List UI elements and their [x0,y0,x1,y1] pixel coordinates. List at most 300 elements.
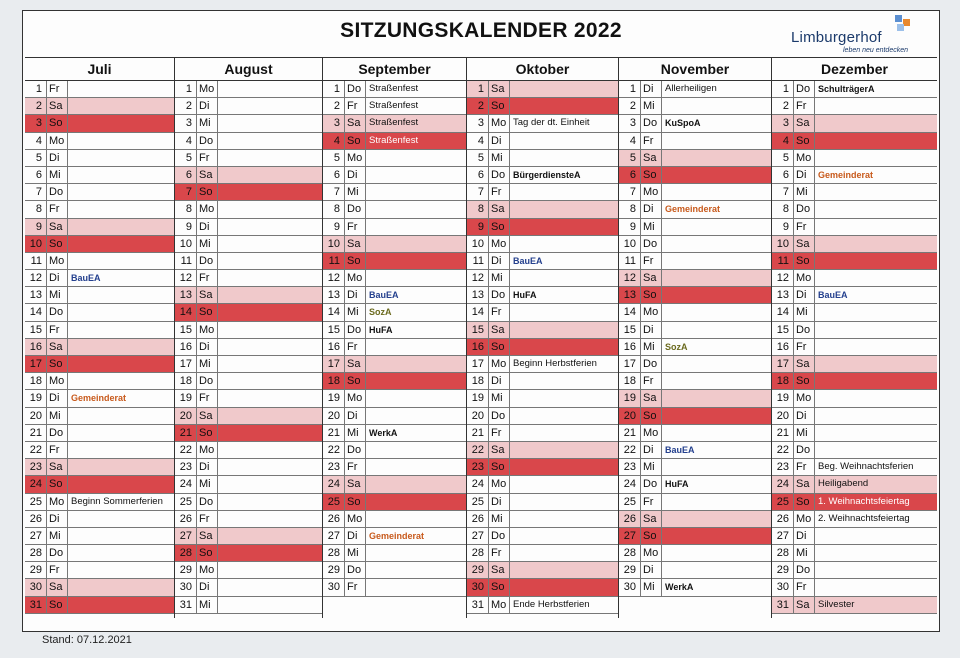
weekday: Do [640,476,660,492]
day-number: 13 [327,289,340,302]
day-note [67,442,174,458]
weekday: So [46,236,66,252]
day-row [619,304,771,321]
day-number: 20 [327,409,340,422]
day-note: KuSpoA [661,115,771,131]
day-note [661,356,771,372]
day-number: 10 [29,237,42,250]
day-number: 16 [179,340,192,353]
day-note [509,579,618,595]
weekday: So [640,408,660,424]
day-row [467,287,618,304]
weekday: Di [488,253,508,269]
weekday: Do [344,442,364,458]
day-note [661,373,771,389]
weekday: Fr [640,253,660,269]
day-note [661,528,771,544]
day-note [67,115,174,131]
day-row [323,511,466,528]
day-number: 6 [185,168,192,181]
day-number: 4 [35,134,42,147]
day-note: WerkA [661,579,771,595]
weekday: Di [196,219,216,235]
day-number: 2 [477,100,484,113]
day-row [772,304,937,321]
day-row [467,167,618,184]
day-row [175,476,322,493]
day-number: 20 [29,409,42,422]
day-note [217,494,322,510]
day-row [323,494,466,511]
weekday: Mo [640,304,660,320]
day-number: 24 [29,478,42,491]
day-row [772,476,937,493]
weekday: Sa [488,81,508,97]
day-row [25,133,174,150]
day-row [619,442,771,459]
weekday: Sa [793,115,813,131]
day-row [772,115,937,132]
day-number: 28 [327,547,340,560]
day-number: 23 [327,461,340,474]
day-note: Straßenfest [365,81,466,97]
day-number: 1 [782,83,789,95]
day-row [772,184,937,201]
day-number: 17 [471,358,484,370]
day-note [67,98,174,114]
day-number: 19 [29,392,42,405]
day-note: Silvester [814,597,937,613]
day-row [323,253,466,270]
day-row [772,339,937,356]
weekday: Fr [344,579,364,595]
day-row [175,339,322,356]
day-row [175,270,322,287]
day-row [25,81,174,98]
day-row [619,408,771,425]
day-note [509,133,618,149]
day-number: 27 [327,529,340,542]
day-row [175,408,322,425]
weekday: Sa [344,356,364,372]
day-number: 25 [776,495,789,508]
day-note [217,459,322,475]
weekday: Mo [46,494,66,510]
logo-square-lightblue-icon [897,24,904,31]
day-row [772,356,937,373]
day-note [217,201,322,217]
day-row [619,322,771,339]
day-number: 3 [35,117,42,130]
day-note [67,579,174,595]
weekday: So [196,545,216,561]
month-header: August [175,58,322,81]
day-note [217,562,322,578]
day-row [467,201,618,218]
weekday: Do [46,304,66,320]
weekday: Mo [488,115,508,131]
day-row [25,270,174,287]
day-number: 14 [623,306,636,319]
day-number: 30 [471,581,484,594]
day-note [814,253,937,269]
day-row [25,425,174,442]
day-row [772,373,937,390]
day-note: HuFA [661,476,771,492]
day-number: 6 [35,168,42,181]
weekday: So [488,98,508,114]
day-row [772,408,937,425]
day-row [323,408,466,425]
day-row [25,304,174,321]
day-row [175,373,322,390]
day-note [661,304,771,320]
day-note [365,579,466,595]
day-number: 22 [29,443,42,456]
weekday: So [46,115,66,131]
day-number: 11 [472,254,484,267]
day-row [323,287,466,304]
weekday: Do [793,81,813,97]
day-number: 23 [623,461,636,474]
weekday: So [46,356,66,372]
day-row [25,115,174,132]
weekday: Mi [196,597,216,613]
day-note [67,425,174,441]
day-row [323,115,466,132]
day-row [25,167,174,184]
day-row [25,390,174,407]
weekday: Fr [344,339,364,355]
day-note [217,390,322,406]
day-row [175,304,322,321]
logo-name: Limburgerhof [791,29,882,46]
day-note [814,579,937,595]
day-row [175,528,322,545]
day-number: 8 [35,203,42,216]
day-note [509,408,618,424]
day-note [509,304,618,320]
weekday: Fr [488,425,508,441]
day-row [467,425,618,442]
weekday: Mi [344,304,364,320]
day-number: 3 [477,117,484,130]
day-number: 3 [333,117,340,130]
weekday: Mo [488,476,508,492]
day-note [365,442,466,458]
weekday: Mi [488,511,508,527]
day-note [217,408,322,424]
weekday: Mi [344,545,364,561]
weekday: Di [640,442,660,458]
day-note: 2. Weihnachtsfeiertag [814,511,937,527]
weekday: Sa [344,236,364,252]
day-note: WerkA [365,425,466,441]
weekday: Di [196,579,216,595]
weekday: Fr [488,545,508,561]
weekday: Mi [640,98,660,114]
day-number: 9 [185,220,192,233]
day-number: 28 [623,547,636,560]
day-note [365,339,466,355]
day-row [467,133,618,150]
day-number: 16 [29,340,42,353]
day-note [509,494,618,510]
day-row [467,459,618,476]
weekday: So [488,219,508,235]
day-note [67,545,174,561]
day-number: 29 [623,564,636,577]
day-number: 5 [35,151,42,164]
day-row [25,511,174,528]
weekday: Sa [640,270,660,286]
day-row [25,459,174,476]
weekday: Do [196,494,216,510]
day-number: 21 [776,426,789,439]
weekday: Sa [46,98,66,114]
day-row [323,442,466,459]
weekday: So [196,184,216,200]
day-number: 17 [623,358,636,370]
day-note [814,442,937,458]
day-note: Gemeinderat [67,390,174,406]
day-note [661,562,771,578]
weekday: Mo [344,150,364,166]
month-column [619,58,772,618]
weekday: Fr [640,373,660,389]
day-row [323,201,466,218]
weekday: Do [488,408,508,424]
day-note [365,167,466,183]
weekday: Di [196,98,216,114]
day-note [814,339,937,355]
weekday: Do [196,253,216,269]
day-note [217,81,322,97]
day-number: 10 [327,237,340,250]
day-row [619,545,771,562]
weekday: Mo [793,150,813,166]
day-note [661,253,771,269]
day-note: BauEA [509,253,618,269]
day-row [25,408,174,425]
day-number: 24 [623,478,636,491]
day-row [25,528,174,545]
day-note [661,167,771,183]
day-row [175,459,322,476]
day-note [661,184,771,200]
day-row [323,270,466,287]
day-number: 11 [328,254,340,267]
day-number: 12 [776,272,789,285]
day-note [814,304,937,320]
weekday: Mi [344,184,364,200]
day-row [323,98,466,115]
day-number: 7 [782,186,789,199]
day-number: 2 [35,100,42,113]
day-row [619,270,771,287]
day-note: SozA [365,304,466,320]
day-number: 30 [179,581,192,594]
weekday: Do [488,528,508,544]
weekday: Fr [46,322,66,338]
day-number: 8 [629,203,636,216]
day-note [67,322,174,338]
day-note [814,150,937,166]
month-header: Dezember [772,58,937,81]
day-number: 17 [179,358,192,370]
weekday: Mo [488,236,508,252]
day-number: 18 [327,375,340,388]
weekday: Di [46,511,66,527]
weekday: So [793,133,813,149]
weekday: So [640,167,660,183]
day-number: 31 [179,598,192,611]
page-title: SITZUNGSKALENDER 2022 [340,19,622,42]
day-note [67,356,174,372]
day-note [509,390,618,406]
day-row [175,442,322,459]
day-number: 9 [477,220,484,233]
month-column [175,58,323,618]
weekday: Mi [196,356,216,372]
logo [791,15,921,55]
day-note [67,81,174,97]
weekday: Mi [793,304,813,320]
day-row [467,270,618,287]
day-row [772,322,937,339]
weekday: Mi [46,287,66,303]
month-column [25,58,175,618]
day-number: 1 [333,83,340,95]
day-note [814,133,937,149]
weekday: Sa [46,579,66,595]
weekday: Mi [640,579,660,595]
weekday: Fr [46,81,66,97]
day-note [814,322,937,338]
day-note [67,150,174,166]
weekday: Di [344,167,364,183]
day-row [772,442,937,459]
weekday: Do [793,322,813,338]
weekday: Sa [196,408,216,424]
day-number: 18 [471,375,484,388]
day-row [619,425,771,442]
day-row [175,425,322,442]
day-number: 27 [179,529,192,542]
weekday: Di [793,408,813,424]
day-number: 15 [29,323,42,336]
day-row [619,184,771,201]
day-note [661,494,771,510]
weekday: Di [196,339,216,355]
day-number: 24 [471,478,484,491]
day-number: 8 [185,203,192,216]
day-number: 29 [327,564,340,577]
day-row [175,356,322,373]
day-row [323,459,466,476]
day-number: 10 [776,237,789,250]
day-note [661,236,771,252]
calendar-grid [25,57,937,618]
day-row [467,219,618,236]
day-note [365,562,466,578]
day-number: 19 [327,392,340,405]
weekday: Fr [46,201,66,217]
day-note [67,511,174,527]
day-row [467,511,618,528]
day-number: 3 [629,117,636,130]
day-number: 23 [29,461,42,474]
day-note [365,150,466,166]
weekday: Fr [344,459,364,475]
day-note: Straßenfest [365,98,466,114]
day-note [509,442,618,458]
day-number: 18 [29,375,42,388]
day-number: 7 [629,186,636,199]
day-row [467,408,618,425]
weekday: Do [46,184,66,200]
day-note: BauEA [67,270,174,286]
day-row [323,81,466,98]
day-note [365,390,466,406]
weekday: Di [46,390,66,406]
weekday: Do [793,562,813,578]
weekday: Mo [344,511,364,527]
day-number: 19 [471,392,484,405]
day-number: 20 [471,409,484,422]
day-note [217,304,322,320]
day-note [509,476,618,492]
day-number: 7 [333,186,340,199]
day-number: 20 [623,409,636,422]
day-row [25,236,174,253]
day-row [25,545,174,562]
weekday: Mi [793,184,813,200]
day-note [217,511,322,527]
day-number: 25 [29,495,42,508]
day-number: 21 [471,426,484,439]
weekday: Mo [196,562,216,578]
day-row [25,339,174,356]
weekday: Fr [488,304,508,320]
weekday: Do [793,442,813,458]
day-number: 27 [776,529,789,542]
day-row [175,184,322,201]
day-number: 25 [623,495,636,508]
day-row [25,322,174,339]
day-note [67,219,174,235]
day-note [67,253,174,269]
day-row [25,356,174,373]
day-note: SozA [661,339,771,355]
day-number: 28 [179,547,192,560]
day-number: 13 [776,289,789,302]
weekday: Fr [46,442,66,458]
day-row [25,201,174,218]
day-row [772,98,937,115]
day-number: 22 [327,443,340,456]
day-note [814,115,937,131]
day-note [814,356,937,372]
day-row [467,476,618,493]
day-number: 23 [179,461,192,474]
day-number: 7 [35,186,42,199]
weekday: Do [196,373,216,389]
day-note: Ende Herbstferien [509,597,618,613]
day-row [323,579,466,596]
day-row [619,356,771,373]
weekday: So [46,597,66,613]
